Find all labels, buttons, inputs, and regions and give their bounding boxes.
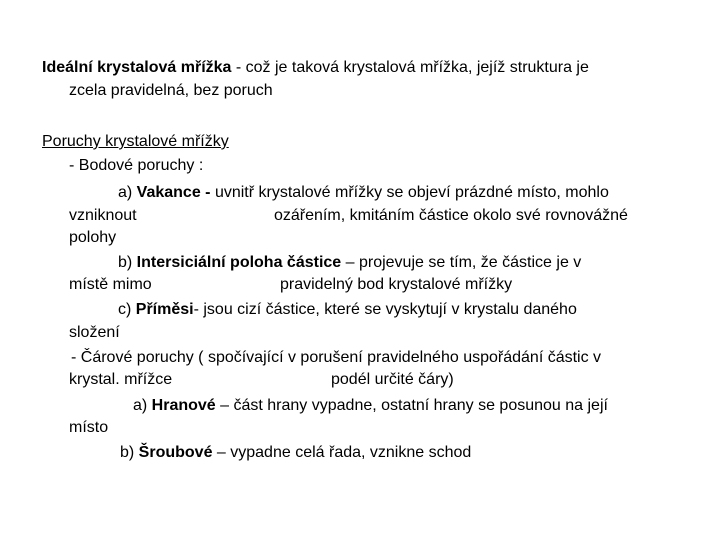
definition-line-1 — [42, 58, 589, 78]
line-defects-line-2-left: krystal. mřížce — [69, 371, 173, 388]
point-defect-c-prefix: c) — [118, 301, 136, 318]
point-defect-c-line-2: složení — [69, 324, 120, 341]
point-defect-b-line-2-left: místě mimo — [69, 276, 152, 293]
point-defect-a-line-2-left: vzniknout — [69, 207, 137, 224]
line-defect-a-term: Hranové — [151, 397, 216, 414]
section-heading: Poruchy krystalové mřížky — [42, 133, 229, 150]
definition-term: Ideální krystalová mřížka — [42, 59, 232, 76]
line-defect-b-prefix: b) — [120, 444, 139, 461]
point-defect-a-line-2-right: ozářením, kmitáním částice okolo své rovnovážné — [274, 207, 628, 224]
line-defects-line-2-right: podél určité čáry) — [331, 371, 454, 388]
line-defects-title: - Čárové poruchy ( spočívající v porušení pravidelného uspořádání částic v — [71, 349, 602, 366]
definition-line-2: zcela pravidelná, bez poruch — [69, 82, 273, 99]
point-defect-a-term: Vakance - — [136, 184, 211, 201]
point-defect-c-line-1 — [118, 300, 577, 320]
line-defect-b-line-1 — [120, 443, 471, 463]
point-defect-b-term: Intersiciální poloha částice — [136, 254, 342, 271]
point-defect-a-line-3: polohy — [69, 229, 117, 246]
point-defect-b-line-2-right: pravidelný bod krystalové mřížky — [280, 276, 513, 293]
line-defect-b-term: Šroubové — [138, 444, 213, 461]
point-defect-c-term: Příměsi — [135, 301, 194, 318]
point-defect-c-text: - jsou cizí částice, které se vyskytují v krystalu daného — [193, 301, 577, 318]
line-defect-b-text: – vypadne celá řada, vznikne schod — [212, 444, 472, 461]
point-defect-b-prefix: b) — [118, 254, 137, 271]
point-defects-title: - Bodové poruchy : — [69, 157, 204, 174]
line-defect-a-prefix: a) — [133, 397, 152, 414]
point-defect-b-line-1 — [118, 253, 581, 273]
line-defect-a-line-2: místo — [69, 419, 109, 436]
line-defect-a-text: – část hrany vypadne, ostatní hrany se posunou na její — [215, 397, 608, 414]
definition-text: - což je taková krystalová mřížka, jejíž struktura je — [231, 59, 589, 76]
point-defect-a-prefix: a) — [118, 184, 137, 201]
point-defect-a-text: uvnitř krystalové mřížky se objeví prázdné místo, mohlo — [210, 184, 609, 201]
point-defect-a-line-1 — [118, 183, 609, 203]
point-defect-b-text: – projevuje se tím, že částice je v — [341, 254, 582, 271]
line-defect-a-line-1 — [133, 396, 608, 416]
